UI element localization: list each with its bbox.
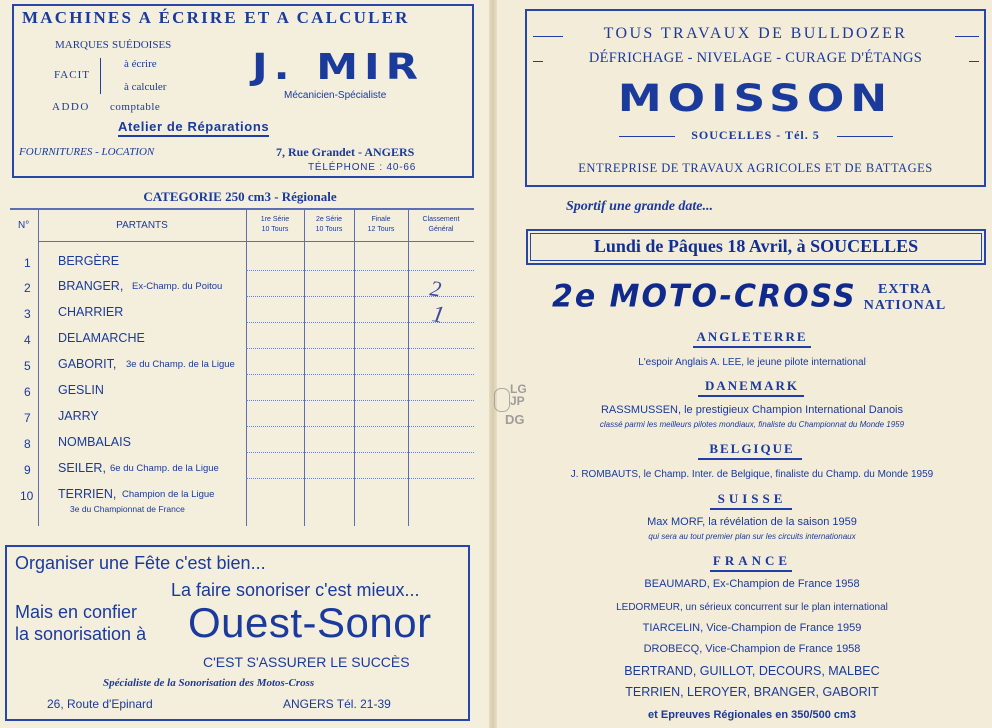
row-num: 2 <box>24 281 31 295</box>
race-table <box>10 208 474 526</box>
row-name: NOMBALAIS <box>58 435 131 449</box>
row-num: 4 <box>24 333 31 347</box>
country-heading-underline <box>698 395 804 397</box>
row-num: 8 <box>24 437 31 451</box>
ad-moisson-footer: ENTREPRISE DE TRAVAUX AGRICOLES ET DE BATTAGES <box>578 161 933 175</box>
ad-mir-brand: J. MIR <box>252 45 424 88</box>
ad-sonor-specialist: Spécialiste de la Sonorisation des Motos-Cross <box>103 677 315 689</box>
header-finale-b: 12 Tours <box>367 226 395 233</box>
header-serie2-a: 2e Série <box>315 216 343 223</box>
header-num: N° <box>18 220 30 231</box>
row-name: GABORIT, <box>58 357 117 371</box>
ad-mir-comptable: comptable <box>110 101 161 113</box>
row-detail: Champion de la Ligue <box>122 489 215 500</box>
row-num: 6 <box>24 385 31 399</box>
row-detail: 3e du Champ. de la Ligue <box>126 359 235 370</box>
header-finale-a: Finale <box>371 216 391 223</box>
handwritten-mark: 1 <box>429 301 447 329</box>
row-detail: 6e du Champ. de la Ligue <box>110 463 219 474</box>
ad-sonor-line4: la sonorisation à <box>15 624 147 644</box>
table-col-line-1 <box>38 208 39 526</box>
country-heading: FRANCE <box>712 553 792 568</box>
ad-moisson-rule-r3 <box>837 136 893 137</box>
ad-sonor-brand: Ouest-Sonor <box>188 599 432 646</box>
event-date: Lundi de Pâques 18 Avril, à SOUCELLES <box>593 236 919 256</box>
watermark-l3: DG <box>505 412 525 427</box>
country-line: BERTRAND, GUILLOT, DECOURS, MALBEC <box>624 664 880 678</box>
event-footer: et Epreuves Régionales en 350/500 cm3 <box>648 709 856 721</box>
ad-sonor-city-phone: ANGERS Tél. 21-39 <box>283 697 391 711</box>
row-name: SEILER, <box>58 461 106 475</box>
country-line: DROBECQ, Vice-Champion de France 1958 <box>643 643 861 655</box>
country-line: BEAUMARD, Ex-Champion de France 1958 <box>644 578 860 590</box>
ad-moisson-brand: MOISSON <box>617 76 894 121</box>
row-divider <box>246 270 474 271</box>
header-serie1-a: 1re Série <box>260 216 290 223</box>
watermark-face-icon <box>494 388 510 412</box>
ad-moisson-line1: TOUS TRAVAUX DE BULLDOZER <box>603 25 908 42</box>
ad-sonor-line3: Mais en confier <box>15 602 138 622</box>
ad-moisson-line2: DÉFRICHAGE - NIVELAGE - CURAGE D'ÉTANGS <box>588 50 923 66</box>
country-heading-underline <box>710 570 792 572</box>
country-line: Max MORF, la révélation de la saison 1959 <box>647 516 857 528</box>
row-num: 7 <box>24 411 31 425</box>
country-line: TERRIEN, LEROYER, BRANGER, GABORIT <box>625 685 879 699</box>
event-extra-2: NATIONAL <box>863 298 947 313</box>
event-extra-1: EXTRA <box>877 282 932 297</box>
header-serie1-b: 10 Tours <box>261 226 289 233</box>
ad-mir-a-calculer: à calculer <box>124 81 167 93</box>
country-heading: SUISSE <box>717 491 787 506</box>
country-heading: DANEMARK <box>705 378 799 393</box>
country-heading: ANGLETERRE <box>696 329 808 344</box>
row-divider <box>246 348 474 349</box>
row-name: CHARRIER <box>58 305 124 319</box>
row-num: 10 <box>20 489 34 503</box>
ad-mir-facit: FACIT <box>54 69 90 81</box>
ad-mir-address: 7, Rue Grandet - ANGERS <box>276 145 415 159</box>
header-serie2-b: 10 Tours <box>315 226 343 233</box>
country-heading-underline <box>710 508 792 510</box>
country-line-small: qui sera au tout premier plan sur les circuits internationaux <box>648 532 856 541</box>
ad-mir-atelier: Atelier de Réparations <box>118 119 269 137</box>
row-num: 5 <box>24 359 31 373</box>
row-name: JARRY <box>58 409 99 423</box>
event-date-banner <box>526 229 986 265</box>
ad-mir-suedoises: SUÉDOISES <box>112 39 172 51</box>
handwritten-mark: 2 <box>428 275 443 302</box>
country-line: LEDORMEUR, un sérieux concurrent sur le plan international <box>616 602 888 613</box>
event-title: 2e MOTO-CROSS <box>552 278 857 315</box>
ad-moisson <box>525 9 986 187</box>
event-teaser: Sportif une grande date... <box>566 199 714 214</box>
ad-moisson-location: SOUCELLES - Tél. 5 <box>691 128 820 142</box>
country-line: TIARCELIN, Vice-Champion de France 1959 <box>642 622 862 634</box>
ad-mir-subtitle: Mécanicien-Spécialiste <box>284 90 387 101</box>
ad-sonor-line2: La faire sonoriser c'est mieux... <box>171 580 420 600</box>
row-divider <box>246 400 474 401</box>
row-divider <box>246 478 474 479</box>
ad-sonor-line1: Organiser une Fête c'est bien... <box>15 553 266 573</box>
row-name: DELAMARCHE <box>58 331 145 345</box>
row-divider <box>246 374 474 375</box>
ad-mir-fournitures: FOURNITURES - LOCATION <box>19 146 155 158</box>
row-divider <box>246 452 474 453</box>
header-classement-a: Classement <box>422 216 460 223</box>
watermark-l2: JP <box>510 394 525 408</box>
ad-sonor <box>5 545 470 721</box>
ad-mir-marques: MARQUES <box>55 39 109 51</box>
country-heading-underline <box>698 458 802 460</box>
page-fold <box>489 0 497 728</box>
ad-mir <box>12 4 474 178</box>
country-line: RASSMUSSEN, le prestigieux Champion International Danois <box>600 404 904 416</box>
ad-mir-a-ecrire: à écrire <box>124 58 157 70</box>
row-name: TERRIEN, <box>58 487 117 501</box>
row-num: 9 <box>24 463 31 477</box>
ad-moisson-rule-l1 <box>533 36 563 37</box>
ad-moisson-rule-r2 <box>969 61 979 62</box>
row-divider <box>246 426 474 427</box>
header-classement-b: Général <box>428 226 454 233</box>
ad-mir-headline: MACHINES A ÉCRIRE ET A CALCULER <box>22 8 410 27</box>
ad-mir-phone: TÉLÉPHONE : 40-66 <box>308 162 417 173</box>
row-detail-2: 3e du Championnat de France <box>70 504 185 514</box>
country-line-small: classé parmi les meilleurs pilotes mondiaux, finaliste du Championnat du Monde 1959 <box>599 420 905 429</box>
row-name: BERGÈRE <box>58 254 120 268</box>
ad-sonor-address: 26, Route d'Epinard <box>47 697 153 711</box>
country-heading: BELGIQUE <box>709 441 795 456</box>
row-detail: Ex-Champ. du Poitou <box>132 281 223 292</box>
country-line: L'espoir Anglais A. LEE, le jeune pilote international <box>638 357 866 368</box>
country-line: J. ROMBAUTS, le Champ. Inter. de Belgique, finaliste du Champ. du Monde 1959 <box>570 469 934 480</box>
row-name: BRANGER, <box>58 279 124 293</box>
table-top-line <box>10 208 474 210</box>
ad-mir-addo: ADDO <box>52 101 90 113</box>
row-num: 1 <box>24 256 31 270</box>
facit-brace <box>100 58 107 94</box>
row-name: GESLIN <box>58 383 104 397</box>
row-num: 3 <box>24 307 31 321</box>
ad-moisson-rule-l2 <box>533 61 543 62</box>
category-title: CATEGORIE 250 cm3 - Régionale <box>143 189 337 204</box>
ad-sonor-tagline: C'EST S'ASSURER LE SUCCÈS <box>203 654 410 670</box>
header-partants: PARTANTS <box>116 220 168 231</box>
country-heading-underline <box>693 346 811 348</box>
watermark-l1: LG <box>510 382 527 396</box>
ad-moisson-rule-r1 <box>955 36 979 37</box>
